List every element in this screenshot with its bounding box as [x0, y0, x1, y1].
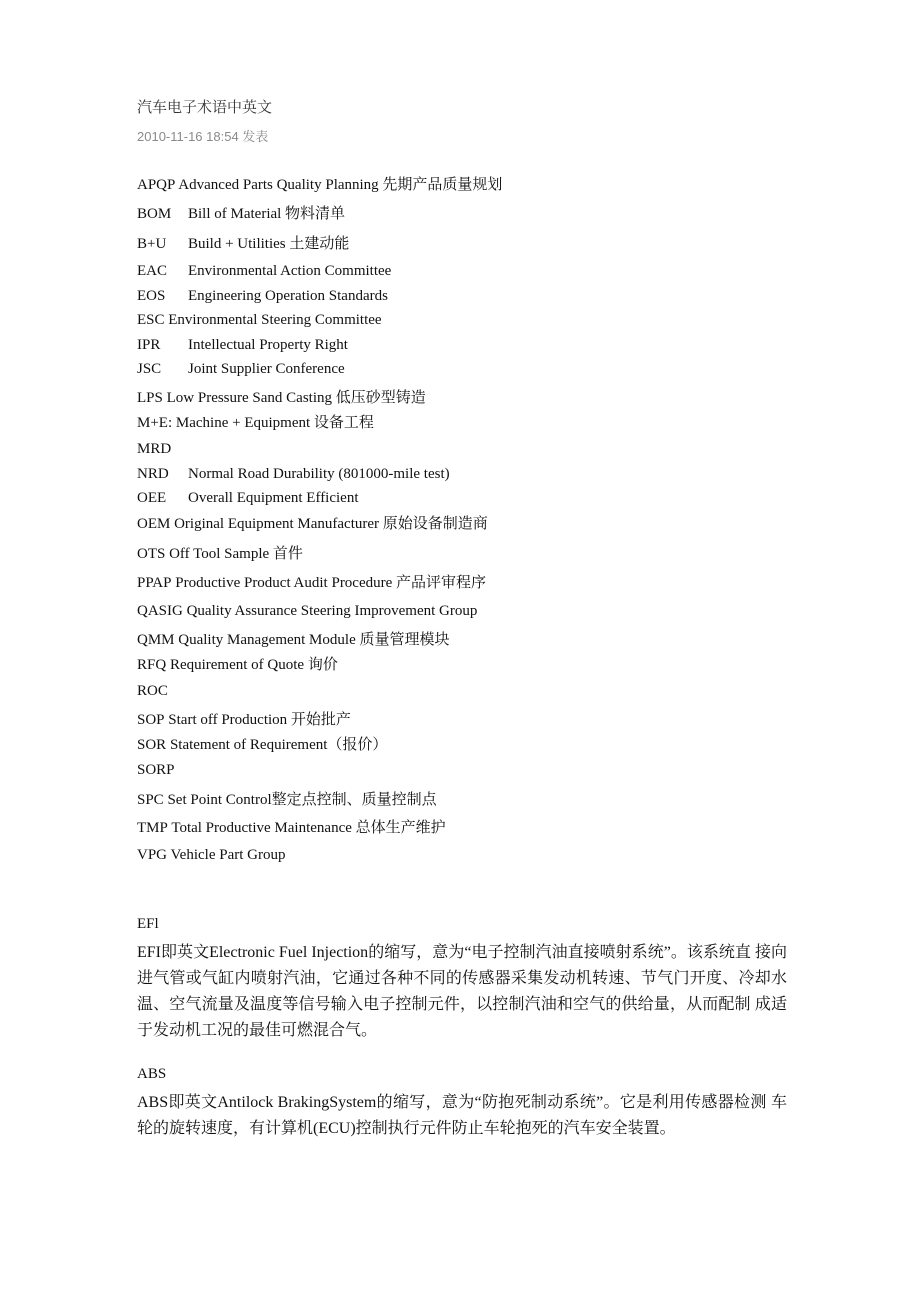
- term-row: [137, 734, 387, 756]
- term-text: Environmental Action Committee: [188, 263, 392, 279]
- term-text: Normal Road Durability (801000-mile test): [188, 466, 450, 482]
- term-row: [137, 543, 303, 565]
- term-abbr: NRD: [137, 466, 169, 482]
- term-row: [137, 654, 338, 676]
- term-row: [137, 233, 349, 255]
- term-abbr: LPS: [137, 390, 163, 406]
- term-text: Quality Assurance Steering Improvement Group: [186, 603, 478, 619]
- term-row: [137, 309, 382, 331]
- term-text: Original Equipment Manufacturer 原始设备制造商: [174, 516, 488, 532]
- term-abbr: OTS: [137, 546, 166, 562]
- term-row: [137, 817, 446, 839]
- section-body-abs: ABS即英文Antilock BrakingSystem的缩写，意为“防抱死制动系统”。它是利用传感器检测 车轮的旋转速度，有计算机(ECU)控制执行元件防止车轮抱死的汽车安全装置。: [137, 1094, 787, 1137]
- term-text: Vehicle Part Group: [170, 847, 286, 863]
- post-date: 2010-11-16 18:54 发表: [137, 129, 269, 144]
- term-abbr: TMP: [137, 820, 168, 836]
- term-row: [137, 438, 171, 460]
- term-text: Joint Supplier Conference: [188, 361, 345, 377]
- term-text: Bill of Material 物料清单: [188, 206, 346, 222]
- term-abbr: VPG: [137, 847, 168, 863]
- term-row: [137, 203, 345, 225]
- term-row: [137, 680, 168, 702]
- section-heading-efi: EFl: [137, 916, 159, 932]
- term-row: [137, 600, 477, 622]
- term-abbr: OEE: [137, 490, 167, 506]
- term-text: Quality Management Module 质量管理模块: [178, 632, 450, 648]
- term-abbr: SPC: [137, 792, 164, 808]
- term-text: Off Tool Sample 首件: [169, 546, 303, 562]
- term-abbr: B+U: [137, 236, 167, 252]
- term-text: Engineering Operation Standards: [188, 288, 388, 304]
- term-abbr: BOM: [137, 206, 172, 222]
- term-row: [137, 487, 359, 509]
- term-text: Build + Utilities 土建动能: [188, 236, 350, 252]
- term-abbr: M+E:: [137, 415, 173, 431]
- term-text: Machine + Equipment 设备工程: [175, 415, 374, 431]
- term-abbr: JSC: [137, 361, 162, 377]
- term-text: Requirement of Quote 询价: [169, 657, 338, 673]
- term-row: [137, 629, 449, 651]
- term-abbr: QMM: [137, 632, 175, 648]
- term-row: [137, 334, 348, 356]
- term-row: [137, 572, 486, 594]
- term-text: Start off Production 开始批产: [168, 712, 351, 728]
- term-text: Overall Equipment Efficient: [188, 490, 359, 506]
- term-row: [137, 358, 345, 380]
- term-abbr: PPAP: [137, 575, 172, 591]
- term-text: Set Point Control整定点控制、质量控制点: [167, 792, 437, 808]
- term-row: [137, 513, 488, 535]
- term-abbr: SOP: [137, 712, 165, 728]
- term-row: [137, 463, 450, 485]
- term-text: Productive Product Audit Procedure 产品评审程序: [175, 575, 487, 591]
- term-text: Total Productive Maintenance 总体生产维护: [171, 820, 446, 836]
- term-text: Advanced Parts Quality Planning 先期产品质量规划: [178, 177, 503, 193]
- term-abbr: ROC: [137, 683, 168, 699]
- term-abbr: IPR: [137, 337, 161, 353]
- term-abbr: SOR: [137, 737, 167, 753]
- term-row: [137, 412, 374, 434]
- term-abbr: RFQ: [137, 657, 167, 673]
- term-row: [137, 174, 502, 196]
- term-abbr: SORP: [137, 762, 175, 778]
- term-row: [137, 759, 175, 781]
- term-text: Intellectual Property Right: [188, 337, 348, 353]
- term-text: Low Pressure Sand Casting 低压砂型铸造: [166, 390, 426, 406]
- term-abbr: MRD: [137, 441, 172, 457]
- term-row: [137, 789, 437, 811]
- term-abbr: ESC: [137, 312, 165, 328]
- section-body-efi: EFI即英文Electronic Fuel Injection的缩写，意为“电子控制汽油直接喷射系统”。该系统直 接向进气管或气缸内喷射汽油，它通过各种不同的传感器采集发动机转速、节气门开度、冷却水温、空气流量及温度等信号输入电子控制元件，以控制汽油和空气的供给量，从而配制 成适于发动机工况的最佳可燃混合气。: [137, 944, 787, 1039]
- term-row: [137, 285, 388, 307]
- term-abbr: QASIG: [137, 603, 183, 619]
- term-row: [137, 260, 391, 282]
- term-abbr: OEM: [137, 516, 171, 532]
- term-abbr: APQP: [137, 177, 176, 193]
- term-row: [137, 709, 351, 731]
- term-text: Environmental Steering Committee: [168, 312, 382, 328]
- term-row: [137, 387, 426, 409]
- section-heading-abs: ABS: [137, 1066, 167, 1082]
- term-row: [137, 844, 285, 866]
- term-abbr: EOS: [137, 288, 166, 304]
- page-title: 汽车电子术语中英文: [137, 98, 273, 116]
- term-abbr: EAC: [137, 263, 167, 279]
- term-text: Statement of Requirement（报价）: [169, 737, 388, 753]
